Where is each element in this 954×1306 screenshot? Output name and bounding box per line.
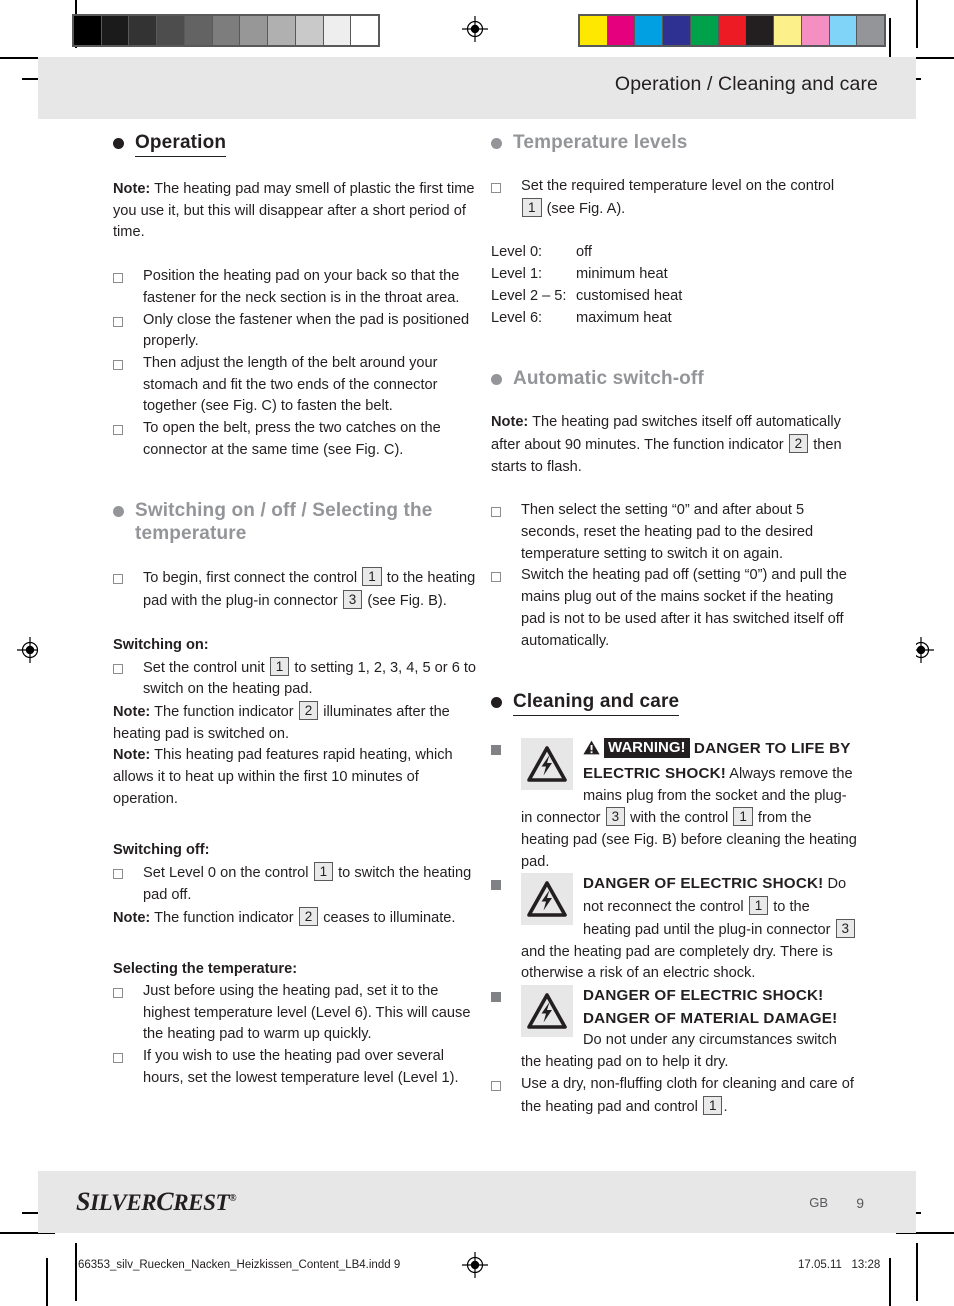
reference-box-1: 1 [522,198,542,217]
calibration-swatch [663,16,691,45]
heading-switching-label: Switching on / off / Selecting the temperature [135,500,433,545]
running-header-band [38,57,916,119]
text-part: Do not under any circumstances switch the heating pad on to help it dry. [521,1032,837,1071]
slug-timestamp [798,1259,880,1271]
crop-mark-bottom-left-inner-vertical [46,1258,48,1306]
logo-ilver: ILVER [90,1190,157,1215]
heading-operation [113,131,479,157]
switching-on-heading-label: Switching on: [113,636,209,653]
bullet-dot-icon [491,138,502,149]
square-bullet-icon [113,664,123,674]
text-part: to switch the heating pad off. [143,865,472,903]
calibration-swatch [240,16,268,45]
warning-body [521,873,857,985]
warning-body [521,985,857,1074]
list-item-text: To open the belt, press the two catches on the connector at the same time (see Fig. C). [143,420,441,458]
note-intro [113,179,479,244]
logo-rest: REST [173,1190,230,1215]
temperature-levels-table [491,242,682,329]
list-item [113,266,479,309]
table-row [491,264,682,286]
square-bullet-icon [113,360,123,370]
warning-heading: DANGER OF ELECTRIC SHOCK! [583,875,824,893]
reference-box-1: 1 [314,862,334,881]
table-row [491,286,682,308]
reference-box-1: 1 [362,567,382,586]
heading-automatic-switch-off-label: Automatic switch-off [513,368,704,390]
text-part: Use a dry, non-fluffing cloth for cleaning and care of the heating pad and control [521,1075,854,1115]
list-item-text [521,176,857,220]
operation-bullet-list [113,266,479,461]
warning-heading: DANGER OF ELECTRIC SHOCK! DANGER OF MATERIAL DAMAGE! [583,986,838,1027]
list-item-text: Then adjust the length of the belt around your stomach and fit the two ends of the connector together (see Fig. C) to fasten the belt. [143,354,438,415]
switching-off-list [113,862,479,906]
list-item [491,1074,857,1118]
bullet-dot-icon [491,374,502,385]
text-part: (see Fig. A). [542,200,626,217]
list-item-text [143,657,479,701]
slug-time: 13:28 [851,1259,881,1271]
switching-off-heading-label: Switching off: [113,842,210,859]
calibration-swatch [580,16,608,45]
crop-mark-bottom-left-vertical [75,1243,77,1301]
text-part: to the heating pad with the plug-in connector [143,570,476,610]
square-bullet-icon [491,572,501,582]
heading-cleaning-and-care [491,690,857,716]
electric-shock-warning-icon [521,738,573,790]
warning-body [521,738,857,873]
calibration-swatch [213,16,241,45]
list-item-text [143,567,479,612]
square-bullet-icon [113,574,123,584]
page-sheet [38,57,916,1233]
auto-switch-off-note [491,412,857,478]
list-item-text: Switch the heating pad off (setting “0”) and pull the mains plug out of the mains socket if the heating pad is not to be used after it has switched itself off automatically. [521,567,847,649]
square-bullet-filled-icon [491,880,501,890]
square-bullet-icon [113,1053,123,1063]
heading-temperature-levels [491,131,857,154]
list-item [113,862,479,906]
text-part: To begin, first connect the control [143,570,362,587]
reference-box-2: 2 [299,907,319,926]
calibration-swatch [268,16,296,45]
list-item [113,418,479,461]
list-item [491,176,857,220]
warning-heading: DANGER TO LIFE BY ELECTRIC SHOCK! [583,740,851,782]
calibration-swatch [296,16,324,45]
square-bullet-icon [113,869,123,879]
switching-on-note-2 [113,745,479,810]
registration-mark-bottom [462,1252,488,1283]
text-part: to setting 1, 2, 3, 4, 5 or 6 to switch on the heating pad. [143,659,477,698]
selecting-temperature-heading-label: Selecting the temperature: [113,961,298,978]
text-part: to the heating pad until the plug-in connector [583,899,835,938]
list-item [491,565,857,652]
calibration-swatch [719,16,747,45]
reference-box-1: 1 [733,807,753,826]
text-part: The function indicator [150,909,298,926]
calibration-swatch [351,16,378,45]
switching-off-note [113,907,479,930]
text-part: The function indicator [150,703,298,720]
bullet-dot-icon [113,506,124,517]
switching-off-heading [113,840,479,862]
note-label: Note: [113,703,151,720]
list-item-text [143,862,479,906]
square-bullet-icon [113,988,123,998]
square-bullet-icon [491,1081,501,1091]
logo-registered-mark: ® [229,1193,237,1204]
calibration-swatch [129,16,157,45]
registration-mark-top [462,16,488,42]
text-part: This heating pad features rapid heating, which allows it to heat up within the first 10 minutes of operation. [113,747,453,807]
footer-page-number: 9 [856,1195,864,1211]
heading-operation-label: Operation [135,131,226,157]
calibration-swatch [691,16,719,45]
level-description: customised heat [576,287,683,304]
crop-mark-top-right-vertical [916,0,918,48]
text-part: from the heating pad (see Fig. B) before cleaning the heating pad. [521,810,857,870]
list-item-text [521,1074,857,1118]
list-item-text: Only close the fastener when the pad is positioned properly. [143,311,470,350]
calibration-swatch [324,16,352,45]
calibration-swatch [746,16,774,45]
list-item [113,1046,479,1089]
heading-cleaning-and-care-label: Cleaning and care [513,690,679,716]
square-bullet-icon [491,507,501,517]
list-item [113,353,479,418]
slug-date: 17.05.11 [798,1259,842,1271]
text-part: illuminates after the heating pad is switched on. [113,703,450,742]
selecting-temperature-heading [113,959,479,981]
calibration-swatch [74,16,102,45]
heading-temperature-levels-label: Temperature levels [513,132,688,153]
reference-box-3: 3 [606,807,626,826]
switching-on-heading [113,635,479,657]
calibration-swatch [102,16,130,45]
text-part: with the control [626,810,733,827]
level-name: Level 0: [491,244,543,261]
level-description: minimum heat [576,266,668,283]
slug-filename: 66353_silv_Ruecken_Nacken_Heizkissen_Content_LB4.indd 9 [78,1259,401,1271]
running-header-title: Operation / Cleaning and care [614,73,878,95]
square-bullet-icon [113,317,123,327]
switching-on-note-1 [113,701,479,745]
note-label: Note: [491,414,529,431]
list-item [113,657,479,701]
square-bullet-icon [491,183,501,193]
text-part: Do not reconnect the control [583,876,847,916]
logo-s: S [76,1187,91,1216]
heading-switching [113,499,479,545]
list-item [113,981,479,1046]
reference-box-2: 2 [299,701,319,720]
color-calibration-bar [578,14,886,47]
warning-block-electric-shock-reconnect [491,873,857,985]
temperature-bullet-list [491,176,857,220]
electric-shock-warning-icon [521,873,573,925]
silvercrest-logo [76,1187,236,1217]
calibration-swatch [830,16,858,45]
text-part: then starts to flash. [491,436,842,475]
table-row [491,308,682,330]
warning-block-electric-shock-life [491,738,857,873]
electric-shock-warning-icon [521,985,573,1037]
heading-automatic-switch-off [491,367,857,390]
list-item [491,500,857,565]
text-part: . [723,1098,728,1115]
calibration-swatch [635,16,663,45]
list-item [113,567,479,612]
table-row [491,242,682,264]
note-intro-text: The heating pad may smell of plastic the first time you use it, but this will disappear after a short period of time. [113,181,475,241]
bullet-dot-icon [113,138,124,149]
text-part: Always remove the mains plug from the socket and the plug-in connector [521,765,853,827]
attention-triangle-icon [583,740,600,763]
level-description: maximum heat [576,309,672,326]
crop-mark-bottom-right-inner-vertical [889,1258,891,1306]
list-item-text: Then select the setting “0” and after about 5 seconds, reset the heating pad to the desired temperature setting to switch it on again. [521,502,814,562]
list-item-text: If you wish to use the heating pad over several hours, set the lowest temperature level (Level 1). [143,1048,459,1086]
left-column [113,131,479,1090]
note-label: Note: [113,747,151,764]
footer-locale-code: GB [809,1195,828,1210]
auto-switch-off-list [491,500,857,652]
reference-box-3: 3 [836,919,856,938]
crop-mark-bottom-right-vertical [916,1243,918,1301]
switching-on-list [113,657,479,701]
reference-box-1: 1 [749,896,769,915]
reference-box-2: 2 [789,434,809,453]
text-part: Set the required temperature level on the control [521,178,835,194]
reference-box-1: 1 [703,1096,723,1115]
square-bullet-icon [113,273,123,283]
calibration-swatch [608,16,636,45]
footer-band [38,1171,916,1233]
level-description: off [576,244,592,261]
warning-block-material-damage [491,985,857,1074]
cleaning-bullet-list [491,1074,857,1118]
text-part: Set the control unit [143,659,269,676]
calibration-swatch [157,16,185,45]
bullet-dot-icon [491,697,502,708]
reference-box-1: 1 [270,657,290,676]
calibration-swatch [185,16,213,45]
note-label: Note: [113,181,151,197]
right-column [491,131,857,1118]
list-item [113,310,479,353]
text-part: Set Level 0 on the control [143,865,313,882]
note-label: Note: [113,909,151,926]
calibration-swatch [857,16,884,45]
switching-intro-list [113,567,479,612]
logo-c: C [156,1187,174,1216]
grayscale-calibration-bar [72,14,380,47]
text-part: ceases to illuminate. [319,909,456,926]
level-name: Level 1: [491,266,543,283]
calibration-swatch [774,16,802,45]
square-bullet-icon [113,425,123,435]
level-name: Level 6: [491,309,543,326]
list-item-text: Just before using the heating pad, set it to the highest temperature level (Level 6). This will cause the heating pad to warm up quickly. [143,982,471,1043]
reference-box-3: 3 [343,590,363,609]
text-part: and the heating pad are completely dry. There is otherwise a risk of an electric shock. [521,943,833,982]
square-bullet-filled-icon [491,992,501,1002]
square-bullet-filled-icon [491,745,501,755]
text-part: The heating pad switches itself off automatically after about 90 minutes. The function indicator [491,414,841,453]
level-name: Level 2 – 5: [491,287,567,304]
selecting-temperature-list [113,981,479,1090]
text-part: (see Fig. B). [363,593,447,610]
list-item-text: Position the heating pad on your back so that the fastener for the neck section is in the throat area. [143,268,460,306]
warning-badge: WARNING! [604,738,690,758]
calibration-swatch [802,16,830,45]
